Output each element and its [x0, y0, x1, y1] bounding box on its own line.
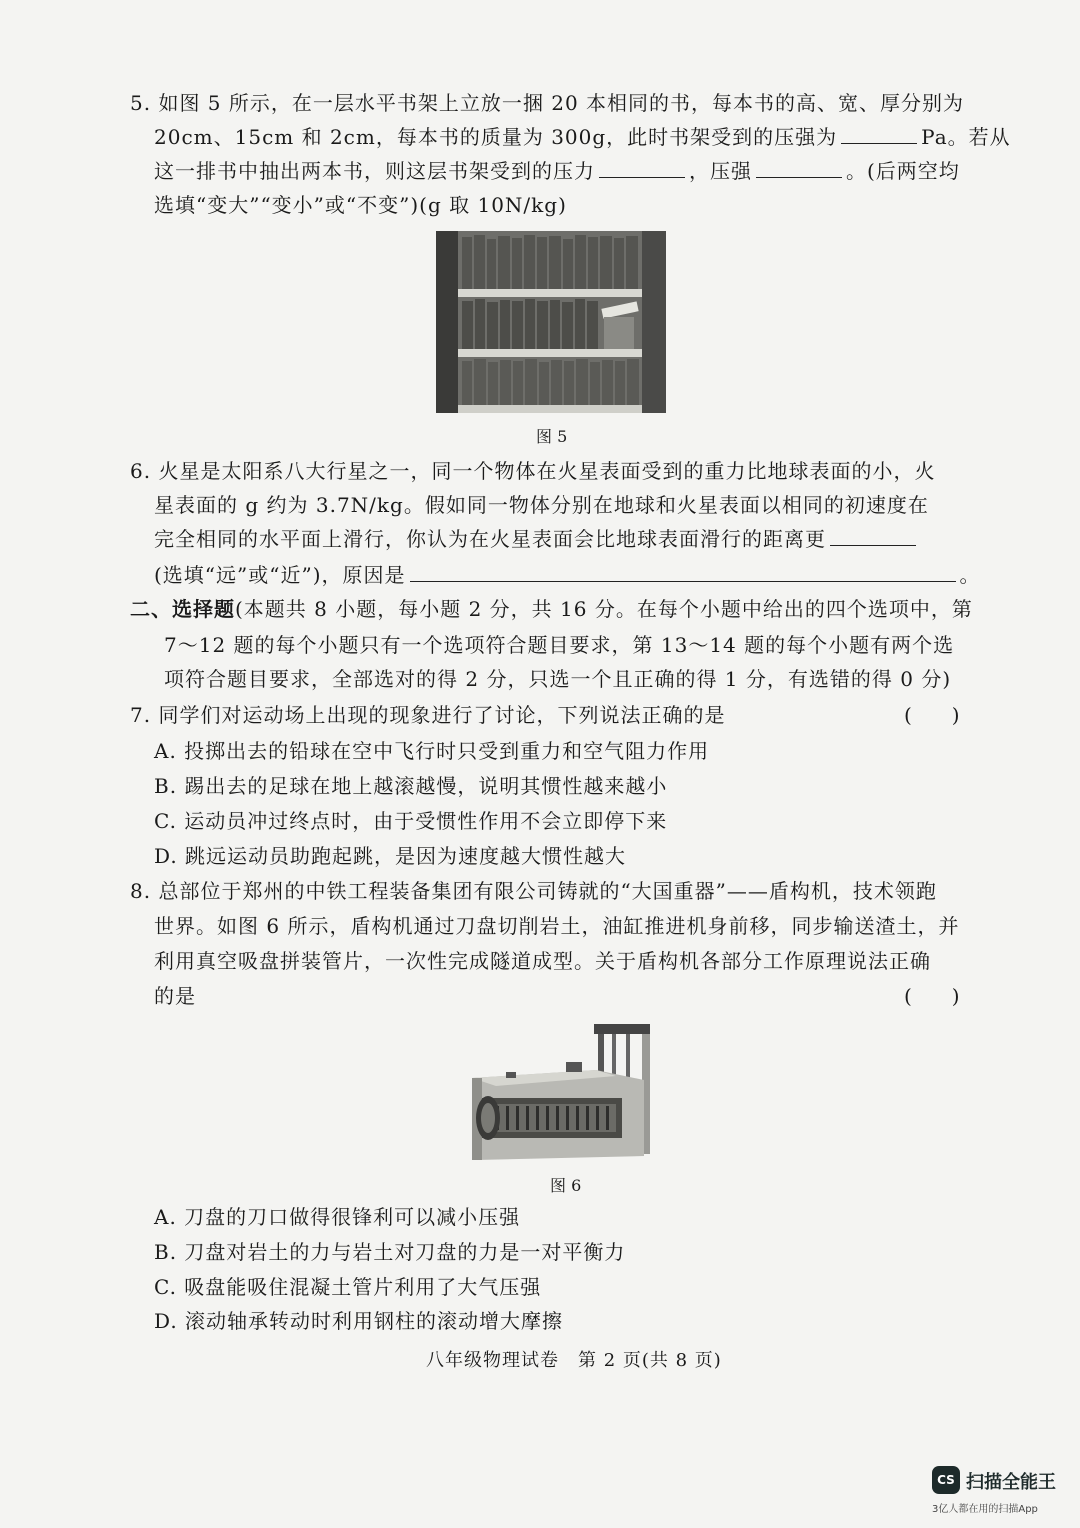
q7-option-c[interactable]: C. 运动员冲过终点时，由于受惯性作用不会立即停下来 [154, 809, 668, 833]
q6-line-1: 6. 火星是太阳系八大行星之一，同一个物体在火星表面受到的重力比地球表面的小，火 [130, 459, 936, 483]
q6-blank-1[interactable] [830, 524, 916, 546]
q8-option-a[interactable]: A. 刀盘的刀口做得很锋利可以减小压强 [154, 1205, 521, 1229]
q5-line-4: 选填“变大”“变小”或“不变”)(g 取 10N/kg) [154, 193, 567, 217]
figure-5-caption: 图 5 [536, 427, 568, 446]
bookshelf-figure [436, 231, 666, 413]
q5-line-3-mid: ，压强 [689, 159, 752, 183]
q8-line-2: 世界。如图 6 所示，盾构机通过刀盘切削岩土，油缸推进机身前移，同步输送渣土，并 [154, 914, 960, 938]
figure-6-caption: 图 6 [550, 1176, 582, 1195]
q6-line-4 [154, 560, 981, 590]
page-footer: 八年级物理试卷 第 2 页(共 8 页) [426, 1350, 722, 1371]
section-2-header [130, 594, 973, 624]
q8-line-4: 的是 [154, 984, 196, 1008]
q6-line-4-text: (选填“远”或“近”)，原因是 [154, 563, 406, 587]
q8-option-b[interactable]: B. 刀盘对岩土的力与岩土对刀盘的力是一对平衡力 [154, 1240, 626, 1264]
q7-answer-paren[interactable]: ( ) [904, 703, 960, 727]
q8-line-1: 8. 总部位于郑州的中铁工程装备集团有限公司铸就的“大国重器”——盾构机，技术领跑 [130, 879, 937, 903]
q7-option-d[interactable]: D. 跳远运动员助跑起跳，是因为速度越大惯性越大 [154, 844, 627, 868]
q5-line-2-tail: Pa。若从 [921, 125, 1011, 149]
q5-line-3-tail: 。(后两空均 [846, 159, 960, 183]
q6-line-3 [154, 524, 920, 554]
q6-line-2: 星表面的 g 约为 3.7N/kg。假如同一物体分别在地球和火星表面以相同的初速度在 [154, 493, 929, 517]
q8-answer-paren[interactable]: ( ) [904, 984, 960, 1008]
q5-line-2 [154, 122, 1011, 152]
section-2-desc-3: 项符合题目要求，全部选对的得 2 分，只选一个且正确的得 1 分，有选错的得 0 分) [164, 667, 952, 691]
q5-line-3 [154, 156, 960, 186]
tbm-image [466, 1020, 662, 1164]
q8-option-c[interactable]: C. 吸盘能吸住混凝土管片利用了大气压强 [154, 1275, 542, 1299]
scanner-tagline: 3亿人都在用的扫描App [932, 1504, 1038, 1515]
section-2-title: 二、选择题 [130, 597, 235, 621]
q7-option-a[interactable]: A. 投掷出去的铅球在空中飞行时只受到重力和空气阻力作用 [154, 739, 710, 763]
q8-line-3: 利用真空吸盘拼装管片，一次性完成隧道成型。关于盾构机各部分工作原理说法正确 [154, 949, 931, 973]
q5-line-3-text: 这一排书中抽出两本书，则这层书架受到的压力 [154, 159, 595, 183]
q5-line-1: 5. 如图 5 所示，在一层水平书架上立放一捆 20 本相同的书，每本书的高、宽、厚分别为 [130, 91, 965, 115]
q5-blank-2[interactable] [599, 156, 685, 178]
section-2-desc-1: (本题共 8 小题，每小题 2 分，共 16 分。在每个小题中给出的四个选项中，第 [235, 597, 973, 621]
section-2-desc-2: 7～12 题的每个小题只有一个选项符合题目要求，第 13～14 题的每个小题有两个选 [164, 633, 955, 657]
q7-stem: 7. 同学们对运动场上出现的现象进行了讨论，下列说法正确的是 [130, 703, 726, 727]
q5-line-2-text: 20cm、15cm 和 2cm，每本书的质量为 300g，此时书架受到的压强为 [154, 125, 838, 149]
bookshelf-image [436, 231, 666, 413]
scanner-brand-name: 扫描全能王 [966, 1472, 1056, 1493]
tbm-figure [466, 1020, 662, 1164]
q6-line-4-tail: 。 [959, 563, 981, 587]
q5-blank-3[interactable] [756, 156, 842, 178]
q6-line-3-text: 完全相同的水平面上滑行，你认为在火星表面会比地球表面滑行的距离更 [154, 527, 826, 551]
q5-blank-1[interactable] [841, 122, 917, 144]
q6-blank-2[interactable] [410, 560, 956, 582]
q7-option-b[interactable]: B. 踢出去的足球在地上越滚越慢，说明其惯性越来越小 [154, 774, 668, 798]
q8-option-d[interactable]: D. 滚动轴承转动时利用钢柱的滚动增大摩擦 [154, 1309, 564, 1333]
scanner-logo-icon: CS [932, 1466, 960, 1494]
